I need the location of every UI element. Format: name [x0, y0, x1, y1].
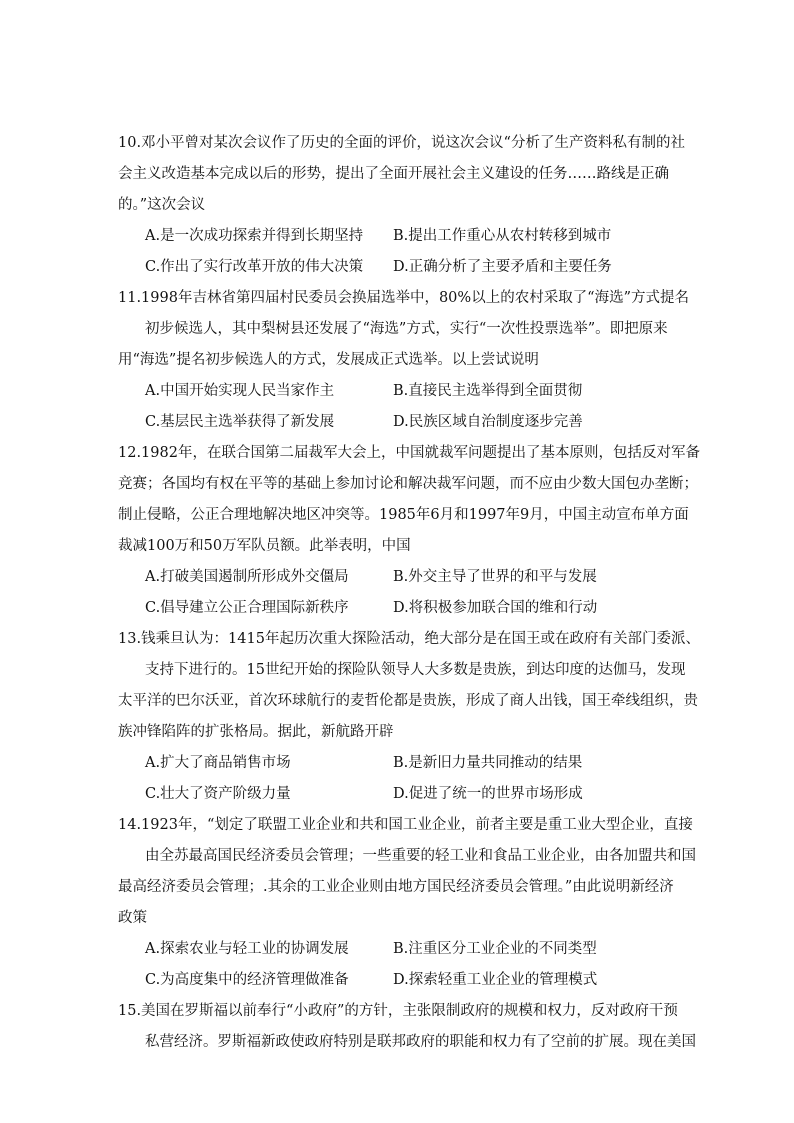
question-stem-line: 竞赛；各国均有权在平等的基础上参加讨论和解决裁军问题，而不应由少数大国包办垄断； — [118, 476, 698, 492]
option-a[interactable]: A.扩大了商品销售市场 — [145, 755, 291, 771]
option-row — [118, 252, 678, 283]
option-c[interactable]: C.为高度集中的经济管理做准备 — [145, 972, 349, 988]
question-15 — [118, 996, 696, 1058]
option-d[interactable]: D.将积极参加联合国的维和行动 — [393, 600, 598, 616]
question-stem-line: 11.1998年吉林省第四届村民委员会换届选举中，80%以上的农村采取了“海选”方式提名 — [118, 290, 690, 306]
question-stem-line: 支持下进行的。15世纪开始的探险队领导人大多数是贵族，到达印度的达伽马，发现 — [145, 662, 686, 678]
option-a[interactable]: A.是一次成功探索并得到长期坚持 — [145, 228, 364, 244]
question-stem-line: 政策 — [118, 910, 147, 926]
option-row — [118, 562, 678, 593]
option-row — [118, 376, 678, 407]
question-stem-line: 制止侵略，公正合理地解决地区冲突等。1985年6月和1997年9月，中国主动宣布单方面 — [118, 507, 689, 523]
option-row — [118, 221, 678, 252]
option-row — [118, 934, 678, 965]
question-14 — [118, 810, 696, 996]
option-b[interactable]: B.提出工作重心从农村转移到城市 — [393, 228, 612, 244]
option-row — [118, 593, 678, 624]
option-c[interactable]: C.作出了实行改革开放的伟大决策 — [145, 259, 364, 275]
option-d[interactable]: D.促进了统一的世界市场形成 — [393, 786, 583, 802]
option-c[interactable]: C.倡导建立公正合理国际新秩序 — [145, 600, 349, 616]
question-stem-line: 14.1923年，“划定了联盟工业企业和共和国工业企业，前者主要是重工业大型企业，直接 — [118, 817, 693, 833]
option-b[interactable]: B.外交主导了世界的和平与发展 — [393, 569, 597, 585]
option-d[interactable]: D.探索轻重工业企业的管理模式 — [393, 972, 598, 988]
question-stem-line: 用“海选”提名初步候选人的方式，发展成正式选举。以上尝试说明 — [118, 352, 539, 368]
question-10 — [118, 128, 685, 283]
option-row — [118, 965, 678, 996]
question-stem-line: 12.1982年，在联合国第二届裁军大会上，中国就裁军问题提出了基本原则，包括反对军备 — [118, 445, 700, 461]
option-row — [118, 407, 678, 438]
question-stem-line: 初步候选人，其中梨树县还发展了“海选”方式，实行“一次性投票选举”。即把原来 — [145, 321, 668, 337]
option-c[interactable]: C.基层民主选举获得了新发展 — [145, 414, 335, 430]
question-11 — [118, 283, 690, 438]
question-stem-line: 会主义改造基本完成以后的形势，提出了全面开展社会主义建设的任务……路线是正确 — [118, 166, 669, 182]
option-b[interactable]: B.直接民主选举得到全面贯彻 — [393, 383, 583, 399]
question-stem-line: 13.钱乘旦认为：1415年起历次重大探险活动，绝大部分是在国王或在政府有关部门委派、 — [118, 631, 700, 647]
option-a[interactable]: A.打破美国遏制所形成外交僵局 — [145, 569, 349, 585]
question-stem-line: 的。”这次会议 — [118, 197, 206, 213]
option-d[interactable]: D.民族区域自治制度逐步完善 — [393, 414, 583, 430]
option-a[interactable]: A.中国开始实现人民当家作主 — [145, 383, 335, 399]
question-stem-line: 私营经济。罗斯福新政使政府特别是联邦政府的职能和权力有了空前的扩展。现在美国 — [145, 1034, 696, 1050]
option-row — [118, 748, 678, 779]
question-12 — [118, 438, 700, 624]
question-13 — [118, 624, 700, 810]
option-a[interactable]: A.探索农业与轻工业的协调发展 — [145, 941, 349, 957]
question-stem-line: 10.邓小平曾对某次会议作了历史的全面的评价，说这次会议“分析了生产资料私有制的社 — [118, 135, 685, 151]
question-stem-line: 族冲锋陷阵的扩张格局。据此，新航路开辟 — [118, 724, 394, 740]
question-stem-line: 太平洋的巴尔沃亚，首次环球航行的麦哲伦都是贵族，形成了商人出钱，国王牵线组织，贵 — [118, 693, 698, 709]
option-row — [118, 779, 678, 810]
option-b[interactable]: B.是新旧力量共同推动的结果 — [393, 755, 583, 771]
option-d[interactable]: D.正确分析了主要矛盾和主要任务 — [393, 259, 612, 275]
question-stem-line: 裁减100万和50万军队员额。此举表明，中国 — [118, 538, 411, 554]
question-stem-line: 最高经济委员会管理；.其余的工业企业则由地方国民经济委员会管理。”由此说明新经济 — [118, 879, 674, 895]
option-b[interactable]: B.注重区分工业企业的不同类型 — [393, 941, 597, 957]
question-stem-line: 15.美国在罗斯福以前奉行“小政府”的方针，主张限制政府的规模和权力，反对政府干预 — [118, 1003, 678, 1019]
question-stem-line: 由全苏最高国民经济委员会管理；一些重要的轻工业和食品工业企业，由各加盟共和国 — [145, 848, 696, 864]
option-c[interactable]: C.壮大了资产阶级力量 — [145, 786, 291, 802]
